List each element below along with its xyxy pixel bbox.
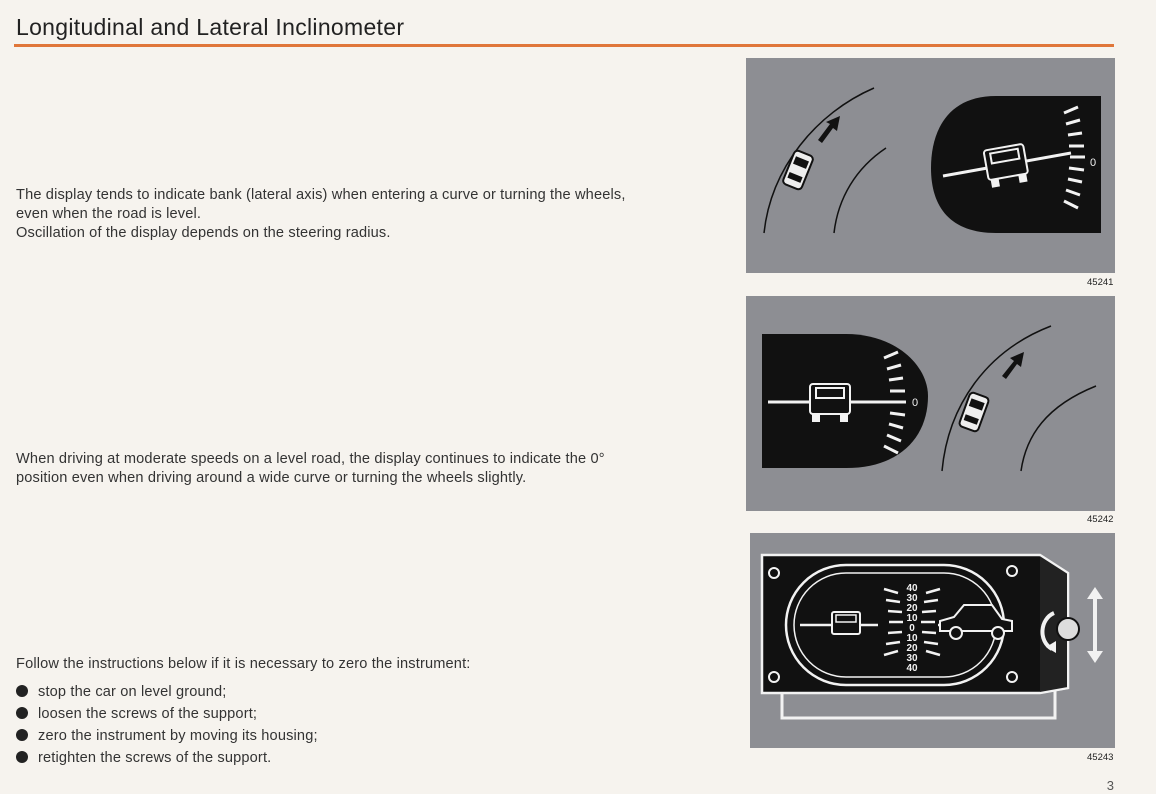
step-text: loosen the screws of the support; xyxy=(38,706,258,722)
scale-label: 30 xyxy=(906,593,918,604)
road-edge-outer xyxy=(764,88,874,233)
road-edge-inner xyxy=(1021,386,1096,471)
figure-number: 45241 xyxy=(1087,277,1114,288)
bullet-icon xyxy=(16,685,28,697)
step-text: retighten the screws of the support. xyxy=(38,750,272,766)
paragraph-line: even when the road is level. xyxy=(16,206,202,222)
scale-label: 20 xyxy=(906,603,918,614)
scale-label: 40 xyxy=(906,663,918,674)
direction-arrow-icon xyxy=(818,116,840,143)
adjust-knob-icon xyxy=(1057,618,1079,640)
step-text: stop the car on level ground; xyxy=(38,684,227,700)
zero-label: 0 xyxy=(912,397,919,409)
paragraph-bank xyxy=(16,186,626,243)
title-rule xyxy=(14,44,1114,47)
bullet-icon xyxy=(16,729,28,741)
zero-label: 0 xyxy=(1090,157,1097,169)
paragraph-line: Oscillation of the display depends on the steering radius. xyxy=(16,225,391,241)
scale-label: 10 xyxy=(906,613,918,624)
paragraph-line: Follow the instructions below if it is necessary to zero the instrument: xyxy=(16,656,471,672)
bullet-icon xyxy=(16,707,28,719)
page-title: Longitudinal and Lateral Inclinometer xyxy=(16,14,405,40)
paragraph-line: position even when driving around a wide curve or turning the wheels slightly. xyxy=(16,470,527,486)
figure-level-road xyxy=(746,296,1115,511)
steps-list xyxy=(16,681,318,769)
direction-arrow-icon xyxy=(1002,352,1024,379)
figure-curve-bank xyxy=(746,58,1115,273)
list-item xyxy=(16,747,318,769)
scale-label: 40 xyxy=(906,583,918,594)
list-item xyxy=(16,681,318,703)
figure-instrument-housing xyxy=(750,533,1115,748)
figure-number: 45242 xyxy=(1087,514,1114,525)
paragraph-line: When driving at moderate speeds on a level road, the display continues to indicate the 0° xyxy=(16,451,605,467)
car-front-icon xyxy=(832,612,860,634)
road-edge-inner xyxy=(834,148,886,233)
step-text: zero the instrument by moving its housing; xyxy=(38,728,318,744)
paragraph-zero-intro xyxy=(16,655,470,674)
road-edge-outer xyxy=(942,326,1051,471)
list-item xyxy=(16,703,318,725)
page-number: 3 xyxy=(1106,778,1114,793)
paragraph-line: The display tends to indicate bank (lateral axis) when entering a curve or turning the wheels, xyxy=(16,187,626,203)
bullet-icon xyxy=(16,751,28,763)
list-item xyxy=(16,725,318,747)
car-topview-icon xyxy=(958,392,989,433)
scale-label: 10 xyxy=(906,633,918,644)
paragraph-level-road xyxy=(16,450,605,488)
figure-number: 45243 xyxy=(1087,752,1114,763)
scale-label: 30 xyxy=(906,653,918,664)
scale-label: 20 xyxy=(906,643,918,654)
scale-label: 0 xyxy=(909,623,915,634)
car-topview-icon xyxy=(782,150,814,191)
